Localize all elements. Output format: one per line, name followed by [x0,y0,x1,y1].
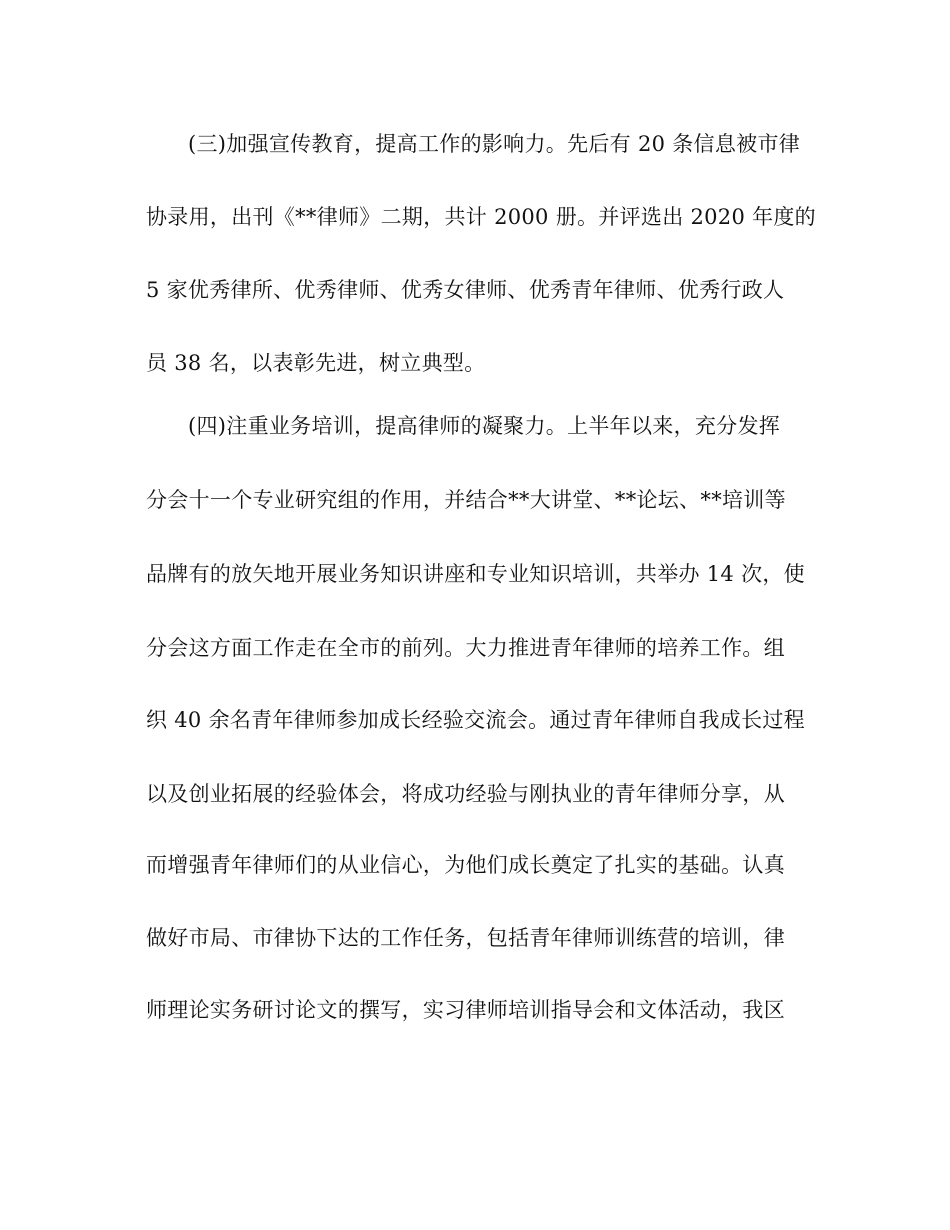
text-line: (三)加强宣传教育，提高工作的影响力。先后有 20 条信息被市律 [188,132,801,156]
text-line: 分会十一个专业研究组的作用，并结合**大讲堂、**论坛、**培训等 [146,488,786,512]
text-line: 织 40 余名青年律师参加成长经验交流会。通过青年律师自我成长过程 [146,708,805,732]
text-line: 员 38 名，以表彰先进，树立典型。 [146,351,486,375]
text-line: 分会这方面工作走在全市的前列。大力推进青年律师的培养工作。组 [146,636,785,660]
text-line: 品牌有的放矢地开展业务知识讲座和专业知识培训，共举办 14 次，使 [146,562,805,586]
text-line: (四)注重业务培训，提高律师的凝聚力。上半年以来，充分发挥 [188,414,781,438]
text-line: 5 家优秀律所、优秀律师、优秀女律师、优秀青年律师、优秀行政人 [146,278,785,302]
text-line: 师理论实务研讨论文的撰写，实习律师培训指导会和文体活动，我区 [146,998,785,1022]
text-line: 协录用，出刊《**律师》二期，共计 2000 册。并评选出 2020 年度的 [146,205,816,229]
text-line: 做好市局、市律协下达的工作任务，包括青年律师训练营的培训，律 [146,926,785,950]
text-line: 而增强青年律师们的从业信心，为他们成长奠定了扎实的基础。认真 [146,853,785,877]
text-line: 以及创业拓展的经验体会，将成功经验与刚执业的青年律师分享，从 [146,782,785,806]
